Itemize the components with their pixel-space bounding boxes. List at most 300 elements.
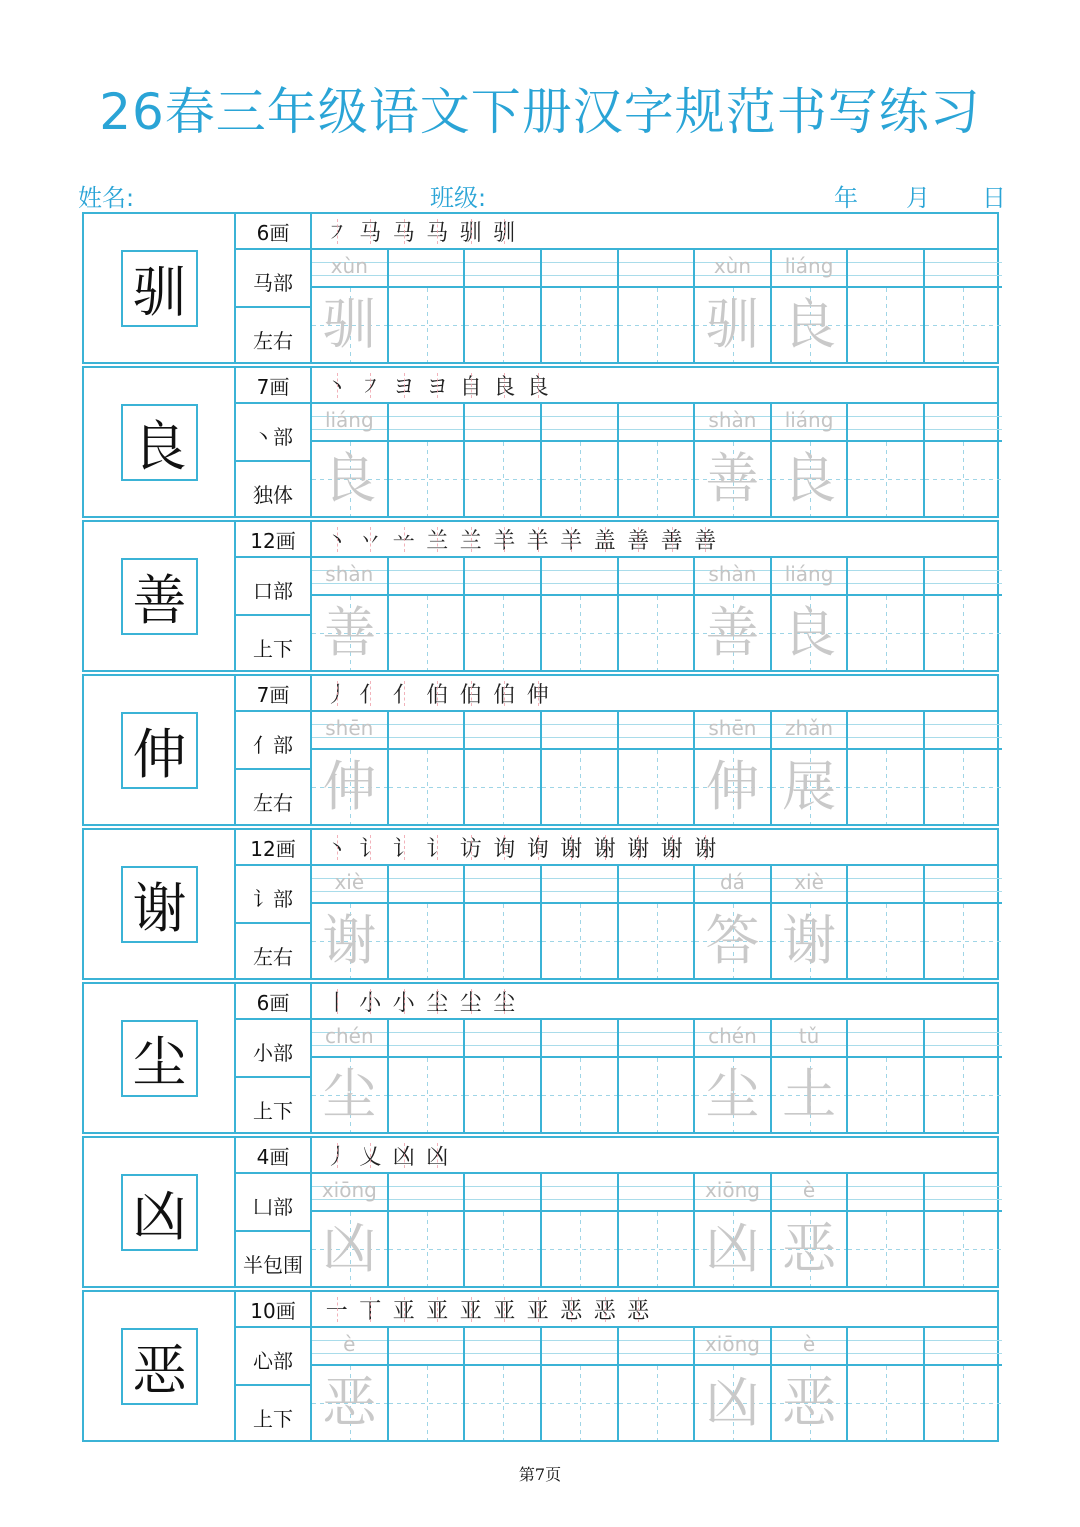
tian-grid-box xyxy=(312,1366,387,1440)
stroke-step: 谢 xyxy=(588,832,622,863)
tian-grid-box xyxy=(542,1366,617,1440)
pinyin-line xyxy=(465,250,540,288)
practice-cell[interactable] xyxy=(925,712,1002,824)
pinyin-line xyxy=(848,250,923,288)
practice-cell[interactable] xyxy=(542,558,619,670)
tian-grid-box xyxy=(925,1212,1002,1286)
tian-grid-box xyxy=(619,1058,694,1132)
practice-cell[interactable] xyxy=(312,558,389,670)
stroke-step: 亚 xyxy=(488,1294,522,1325)
main-character: 伸 xyxy=(121,712,198,789)
tian-grid-box xyxy=(695,750,770,824)
pinyin-text: shēn xyxy=(708,716,757,740)
pinyin-line xyxy=(772,1174,847,1212)
pinyin-line xyxy=(848,1020,923,1058)
practice-cell[interactable] xyxy=(389,404,466,516)
pinyin-line xyxy=(772,250,847,288)
pinyin-line xyxy=(848,558,923,596)
pinyin-line xyxy=(312,1328,387,1366)
stroke-step: 马 xyxy=(387,216,421,247)
practice-cell[interactable] xyxy=(619,1020,696,1132)
stroke-step: 丶 xyxy=(320,524,354,555)
practice-cell[interactable] xyxy=(925,404,1002,516)
practice-cell[interactable] xyxy=(772,558,849,670)
stroke-step: 伸 xyxy=(521,678,555,709)
pinyin-text: xiè xyxy=(794,870,824,894)
stroke-step: 丿 xyxy=(320,678,354,709)
practice-cell[interactable] xyxy=(312,712,389,824)
trace-character: 尘 xyxy=(322,1063,377,1126)
tian-grid-box xyxy=(619,442,694,516)
stroke-step: 丶 xyxy=(320,832,354,863)
stroke-order xyxy=(312,1292,997,1328)
tian-grid-box xyxy=(542,442,617,516)
practice-cell[interactable] xyxy=(389,1020,466,1132)
stroke-step: 小 xyxy=(354,986,388,1017)
tian-grid-box xyxy=(619,596,694,670)
practice-cell[interactable] xyxy=(619,558,696,670)
tian-grid-box xyxy=(465,1212,540,1286)
practice-cell[interactable] xyxy=(772,866,849,978)
stroke-step: 恶 xyxy=(555,1294,589,1325)
tian-grid-box xyxy=(465,596,540,670)
stroke-step: 马 xyxy=(354,216,388,247)
stroke-order xyxy=(312,1138,997,1174)
character-block xyxy=(82,1136,999,1288)
trace-character: 尘 xyxy=(705,1063,760,1126)
radical: 小部 xyxy=(236,1020,312,1078)
pinyin-line xyxy=(848,1328,923,1366)
radical: 亻部 xyxy=(236,712,312,770)
stroke-step: 谢 xyxy=(689,832,723,863)
pinyin-line xyxy=(925,1174,1002,1212)
tian-grid-box xyxy=(925,750,1002,824)
stroke-step: 丿 xyxy=(320,1140,354,1171)
trace-character: 驯 xyxy=(322,293,377,356)
stroke-step: ヨ xyxy=(387,370,421,401)
pinyin-line xyxy=(619,558,694,596)
tian-grid-box xyxy=(619,904,694,978)
pinyin-text: xùn xyxy=(713,254,752,278)
pinyin-text: tǔ xyxy=(798,1024,820,1048)
day-label: 日 xyxy=(982,184,1006,212)
practice-cell[interactable] xyxy=(312,1328,389,1440)
trace-character: 良 xyxy=(782,293,837,356)
pinyin-line xyxy=(772,1328,847,1366)
pinyin-line xyxy=(465,404,540,442)
trace-character: 谢 xyxy=(782,909,837,972)
stroke-step: 丶 xyxy=(320,370,354,401)
practice-cell[interactable] xyxy=(619,404,696,516)
trace-character: 伸 xyxy=(705,755,760,818)
tian-grid-box xyxy=(619,288,694,362)
stroke-step: ㇇ xyxy=(354,370,388,401)
tian-grid-box xyxy=(848,904,923,978)
practice-cell[interactable] xyxy=(848,712,925,824)
pinyin-line xyxy=(848,712,923,750)
tian-grid-box xyxy=(695,904,770,978)
stroke-step: 自 xyxy=(454,370,488,401)
name-label: 姓名: xyxy=(78,184,135,212)
practice-cell[interactable] xyxy=(619,866,696,978)
practice-cell[interactable] xyxy=(695,866,772,978)
pinyin-text: liáng xyxy=(324,408,374,432)
tian-grid-box xyxy=(772,288,847,362)
tian-grid-box xyxy=(772,904,847,978)
pinyin-line xyxy=(389,1174,464,1212)
practice-cell[interactable] xyxy=(772,404,849,516)
practice-cell[interactable] xyxy=(619,1328,696,1440)
practice-cell[interactable] xyxy=(619,712,696,824)
stroke-step: 羊 xyxy=(521,524,555,555)
practice-cell[interactable] xyxy=(772,1174,849,1286)
practice-cell[interactable] xyxy=(772,250,849,362)
structure: 上下 xyxy=(236,1386,312,1440)
structure: 左右 xyxy=(236,924,312,978)
practice-cell[interactable] xyxy=(695,1020,772,1132)
pinyin-line xyxy=(619,866,694,904)
tian-grid-box xyxy=(312,288,387,362)
tian-grid-box xyxy=(772,750,847,824)
pinyin-line xyxy=(465,866,540,904)
main-character: 良 xyxy=(121,404,198,481)
stroke-step: 善 xyxy=(689,524,723,555)
stroke-step: 一 xyxy=(320,1294,354,1325)
pinyin-text: shàn xyxy=(325,562,374,586)
pinyin-text: chén xyxy=(324,1024,374,1048)
pinyin-line xyxy=(695,712,770,750)
practice-grid xyxy=(312,712,997,824)
practice-cell[interactable] xyxy=(465,866,542,978)
pinyin-line xyxy=(695,866,770,904)
stroke-step: ㇇ xyxy=(320,216,354,247)
character-block xyxy=(82,828,999,980)
stroke-order xyxy=(312,984,997,1020)
tian-grid-box xyxy=(925,1058,1002,1132)
main-character: 谢 xyxy=(121,866,198,943)
trace-character: 恶 xyxy=(322,1371,377,1434)
practice-cell[interactable] xyxy=(695,250,772,362)
practice-cell[interactable] xyxy=(695,404,772,516)
practice-grid xyxy=(312,866,997,978)
trace-character: 凶 xyxy=(705,1371,760,1434)
pinyin-line xyxy=(695,404,770,442)
stroke-step: 驯 xyxy=(488,216,522,247)
pinyin-line xyxy=(465,1020,540,1058)
tian-grid-box xyxy=(312,1058,387,1132)
tian-grid-box xyxy=(695,1366,770,1440)
practice-cell[interactable] xyxy=(695,558,772,670)
pinyin-line xyxy=(925,558,1002,596)
stroke-step: 亚 xyxy=(421,1294,455,1325)
practice-cell[interactable] xyxy=(925,866,1002,978)
stroke-step: 善 xyxy=(622,524,656,555)
practice-cell[interactable] xyxy=(542,1020,619,1132)
stroke-count: 7画 xyxy=(236,368,312,404)
structure: 左右 xyxy=(236,770,312,824)
main-character: 驯 xyxy=(121,250,198,327)
practice-cell[interactable] xyxy=(389,1328,466,1440)
tian-grid-box xyxy=(695,1212,770,1286)
stroke-step: 谢 xyxy=(555,832,589,863)
tian-grid-box xyxy=(772,596,847,670)
stroke-step: 盖 xyxy=(588,524,622,555)
stroke-step: 恶 xyxy=(588,1294,622,1325)
practice-cell[interactable] xyxy=(465,558,542,670)
page-number: 第7页 xyxy=(518,1465,562,1484)
tian-grid-box xyxy=(465,442,540,516)
trace-character: 良 xyxy=(782,601,837,664)
practice-cell[interactable] xyxy=(542,1174,619,1286)
practice-cell[interactable] xyxy=(848,866,925,978)
trace-character: 善 xyxy=(705,447,760,510)
pinyin-text: liáng xyxy=(784,254,834,278)
tian-grid-box xyxy=(312,750,387,824)
tian-grid-box xyxy=(389,596,464,670)
pinyin-line xyxy=(389,250,464,288)
pinyin-text: dá xyxy=(719,870,745,894)
stroke-order xyxy=(312,522,997,558)
stroke-step: 恶 xyxy=(622,1294,656,1325)
stroke-step: 善 xyxy=(655,524,689,555)
pinyin-line xyxy=(695,1174,770,1212)
pinyin-line xyxy=(389,866,464,904)
pinyin-line xyxy=(848,866,923,904)
pinyin-line xyxy=(542,866,617,904)
pinyin-line xyxy=(465,1328,540,1366)
practice-cell[interactable] xyxy=(542,866,619,978)
trace-character: 答 xyxy=(705,909,760,972)
stroke-count: 12画 xyxy=(236,830,312,866)
pinyin-text: è xyxy=(802,1332,816,1356)
practice-cell[interactable] xyxy=(848,1174,925,1286)
pinyin-line xyxy=(695,250,770,288)
practice-cell[interactable] xyxy=(619,1174,696,1286)
practice-cell[interactable] xyxy=(465,250,542,362)
practice-cell[interactable] xyxy=(542,404,619,516)
tian-grid-box xyxy=(465,288,540,362)
radical: 丶部 xyxy=(236,404,312,462)
stroke-step: 良 xyxy=(521,370,555,401)
practice-cell[interactable] xyxy=(542,250,619,362)
stroke-step: 讠 xyxy=(421,832,455,863)
pinyin-line xyxy=(619,712,694,750)
tian-grid-box xyxy=(695,288,770,362)
stroke-step: 丅 xyxy=(354,1294,388,1325)
pinyin-text: shàn xyxy=(708,408,757,432)
trace-character: 土 xyxy=(782,1063,837,1126)
tian-grid-box xyxy=(389,750,464,824)
practice-cell[interactable] xyxy=(312,250,389,362)
main-character-cell xyxy=(84,1292,236,1440)
pinyin-text: shàn xyxy=(708,562,757,586)
pinyin-line xyxy=(772,712,847,750)
structure: 半包围 xyxy=(236,1232,312,1286)
stroke-count: 10画 xyxy=(236,1292,312,1328)
month-label: 月 xyxy=(906,184,930,212)
practice-cell[interactable] xyxy=(465,1174,542,1286)
stroke-step: 羊 xyxy=(555,524,589,555)
practice-cell[interactable] xyxy=(925,250,1002,362)
practice-cell[interactable] xyxy=(389,1174,466,1286)
pinyin-line xyxy=(848,404,923,442)
tian-grid-box xyxy=(312,904,387,978)
practice-cell[interactable] xyxy=(772,712,849,824)
pinyin-line xyxy=(312,250,387,288)
tian-grid-box xyxy=(542,288,617,362)
practice-cell[interactable] xyxy=(848,1020,925,1132)
stroke-step: ヨ xyxy=(421,370,455,401)
practice-cell[interactable] xyxy=(848,558,925,670)
practice-cell[interactable] xyxy=(772,1328,849,1440)
structure: 左右 xyxy=(236,308,312,362)
stroke-step: 尘 xyxy=(488,986,522,1017)
pinyin-line xyxy=(542,1328,617,1366)
trace-character: 展 xyxy=(782,755,837,818)
practice-cell[interactable] xyxy=(695,1328,772,1440)
stroke-step: 乂 xyxy=(354,1140,388,1171)
pinyin-line xyxy=(542,712,617,750)
pinyin-line xyxy=(925,404,1002,442)
radical: 讠部 xyxy=(236,866,312,924)
practice-cell[interactable] xyxy=(695,1174,772,1286)
practice-cell[interactable] xyxy=(389,866,466,978)
class-label: 班级: xyxy=(430,184,487,212)
practice-cell[interactable] xyxy=(389,558,466,670)
practice-grid xyxy=(312,250,997,362)
tian-grid-box xyxy=(848,288,923,362)
pinyin-line xyxy=(695,1328,770,1366)
stroke-step: 亚 xyxy=(454,1294,488,1325)
tian-grid-box xyxy=(772,1366,847,1440)
pinyin-line xyxy=(312,404,387,442)
stroke-count: 4画 xyxy=(236,1138,312,1174)
practice-cell[interactable] xyxy=(465,404,542,516)
tian-grid-box xyxy=(542,904,617,978)
practice-cell[interactable] xyxy=(925,1020,1002,1132)
stroke-step: 讠 xyxy=(354,832,388,863)
character-block xyxy=(82,366,999,518)
stroke-order xyxy=(312,368,997,404)
pinyin-text: è xyxy=(343,1332,356,1356)
practice-cell[interactable] xyxy=(848,250,925,362)
practice-grid xyxy=(312,1328,997,1440)
practice-cell[interactable] xyxy=(925,1174,1002,1286)
tian-grid-box xyxy=(619,1366,694,1440)
pinyin-text: xiōng xyxy=(704,1332,760,1356)
stroke-step: 尘 xyxy=(454,986,488,1017)
character-block xyxy=(82,212,999,364)
tian-grid-box xyxy=(312,1212,387,1286)
tian-grid-box xyxy=(695,1058,770,1132)
stroke-step: 伯 xyxy=(488,678,522,709)
practice-cell[interactable] xyxy=(389,712,466,824)
practice-cell[interactable] xyxy=(389,250,466,362)
practice-cell[interactable] xyxy=(925,1328,1002,1440)
pinyin-line xyxy=(925,1020,1002,1058)
practice-cell[interactable] xyxy=(465,1020,542,1132)
stroke-step: 兰 xyxy=(454,524,488,555)
practice-cell[interactable] xyxy=(848,404,925,516)
tian-grid-box xyxy=(542,750,617,824)
practice-cell[interactable] xyxy=(542,712,619,824)
practice-cell[interactable] xyxy=(312,1174,389,1286)
main-character-cell xyxy=(84,1138,236,1286)
stroke-step: 询 xyxy=(521,832,555,863)
tian-grid-box xyxy=(848,1212,923,1286)
radical: 心部 xyxy=(236,1328,312,1386)
stroke-count: 12画 xyxy=(236,522,312,558)
practice-cell[interactable] xyxy=(925,558,1002,670)
main-character: 尘 xyxy=(121,1020,198,1097)
practice-cell[interactable] xyxy=(542,1328,619,1440)
tian-grid-box xyxy=(389,288,464,362)
practice-cell[interactable] xyxy=(619,250,696,362)
pinyin-line xyxy=(619,1328,694,1366)
pinyin-line xyxy=(312,1174,387,1212)
tian-grid-box xyxy=(695,442,770,516)
pinyin-line xyxy=(925,250,1002,288)
pinyin-text: xiōng xyxy=(321,1178,377,1202)
pinyin-line xyxy=(542,250,617,288)
trace-character: 恶 xyxy=(782,1217,837,1280)
pinyin-text: liáng xyxy=(784,562,834,586)
stroke-step: 亻 xyxy=(387,678,421,709)
tian-grid-box xyxy=(772,442,847,516)
pinyin-text: è xyxy=(802,1178,816,1202)
pinyin-line xyxy=(312,558,387,596)
tian-grid-box xyxy=(848,750,923,824)
pinyin-text: zhǎn xyxy=(785,716,834,740)
practice-cell[interactable] xyxy=(312,1020,389,1132)
pinyin-line xyxy=(312,712,387,750)
stroke-order xyxy=(312,830,997,866)
trace-character: 驯 xyxy=(705,293,760,356)
practice-grid xyxy=(312,558,997,670)
pinyin-line xyxy=(695,1020,770,1058)
tian-grid-box xyxy=(772,1058,847,1132)
pinyin-line xyxy=(312,866,387,904)
tian-grid-box xyxy=(389,904,464,978)
practice-cell[interactable] xyxy=(312,404,389,516)
practice-grid xyxy=(312,1174,997,1286)
practice-cell[interactable] xyxy=(465,712,542,824)
stroke-order xyxy=(312,676,997,712)
main-character-cell xyxy=(84,368,236,516)
tian-grid-box xyxy=(312,596,387,670)
pinyin-line xyxy=(389,1020,464,1058)
practice-cell[interactable] xyxy=(695,712,772,824)
practice-cell[interactable] xyxy=(772,1020,849,1132)
pinyin-line xyxy=(772,866,847,904)
trace-character: 凶 xyxy=(705,1217,760,1280)
practice-cell[interactable] xyxy=(312,866,389,978)
pinyin-text: liáng xyxy=(784,408,834,432)
pinyin-line xyxy=(465,712,540,750)
tian-grid-box xyxy=(925,904,1002,978)
practice-cell[interactable] xyxy=(465,1328,542,1440)
pinyin-line xyxy=(925,1328,1002,1366)
tian-grid-box xyxy=(389,442,464,516)
trace-character: 善 xyxy=(322,601,377,664)
stroke-count: 6画 xyxy=(236,214,312,250)
pinyin-line xyxy=(619,404,694,442)
practice-cell[interactable] xyxy=(848,1328,925,1440)
tian-grid-box xyxy=(695,596,770,670)
character-block xyxy=(82,520,999,672)
pinyin-text: xiōng xyxy=(704,1178,760,1202)
tian-grid-box xyxy=(389,1058,464,1132)
